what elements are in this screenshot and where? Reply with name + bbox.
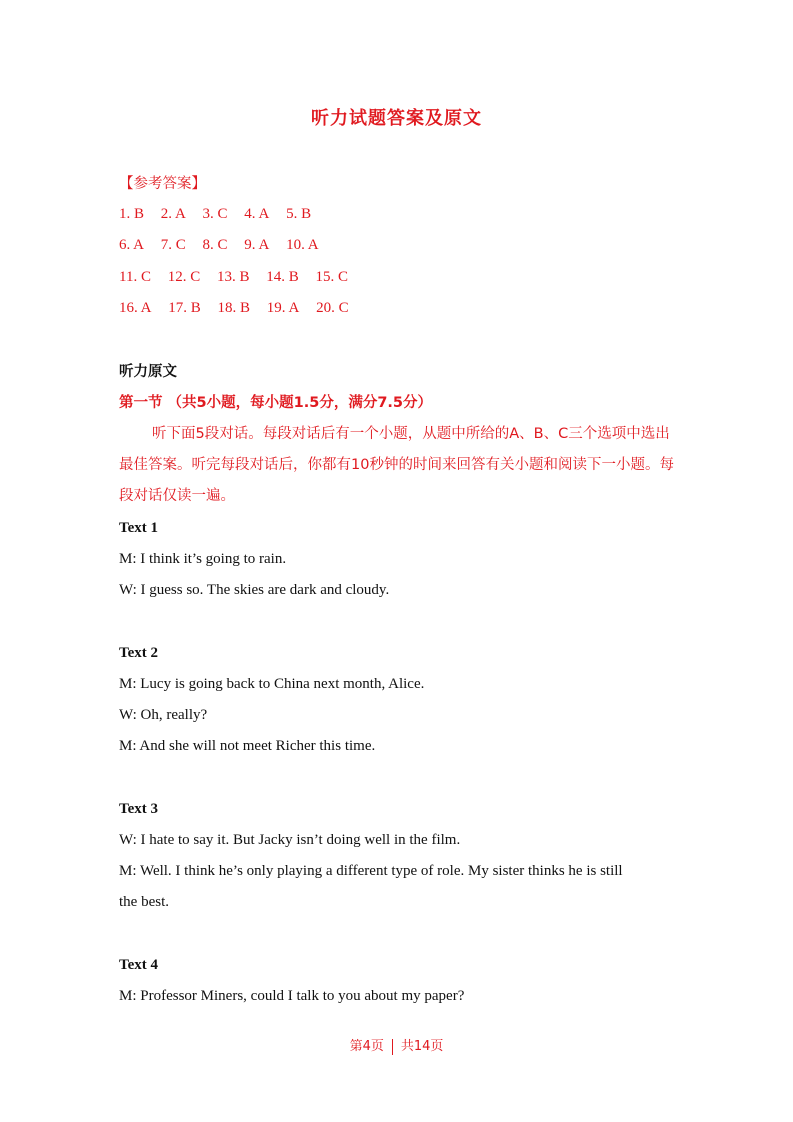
- dialogue-line: M: I think it’s going to rain.: [119, 551, 287, 567]
- answer-item: 3. C: [202, 206, 228, 222]
- dialogue-line: W: I hate to say it. But Jacky isn’t doing well in the film.: [119, 832, 461, 848]
- answer-row: [119, 237, 332, 254]
- dialogue-line: M: Well. I think he’s only playing a different type of role. My sister thinks he is still: [119, 863, 623, 879]
- page-number: 第4页: [349, 1039, 384, 1054]
- dialogue-line: W: Oh, really?: [119, 707, 208, 723]
- answer-item: 16. A: [119, 300, 152, 316]
- answer-item: 19. A: [266, 300, 300, 316]
- dialogue-line: M: Lucy is going back to China next month, Alice.: [119, 676, 425, 692]
- answer-item: 15. C: [315, 269, 349, 285]
- answer-heading: 【参考答案】: [119, 176, 206, 192]
- answer-item: 18. B: [217, 300, 251, 316]
- transcript-heading: 听力原文: [119, 364, 177, 380]
- dialogue-line: the best.: [119, 894, 169, 910]
- answer-item: 8. C: [202, 237, 228, 253]
- answer-item: 4. A: [244, 206, 270, 222]
- answer-item: 13. B: [216, 269, 250, 285]
- page-title: 听力试题答案及原文: [311, 108, 482, 129]
- section-instructions: 听下面5段对话。每段对话后有一个小题，从题中所给的A、B、C三个选项中选出最佳答案。听完每段对话后，你都有10秒钟的时间来回答有关小题和阅读下一小题。每段对话仅读一遍。: [119, 426, 674, 504]
- dialogue-line: M: And she will not meet Richer this time.: [119, 738, 376, 754]
- answer-item: 20. C: [316, 300, 349, 316]
- dialogue-line: W: I guess so. The skies are dark and cloudy.: [119, 582, 390, 598]
- answer-item: 6. A: [119, 237, 145, 253]
- answer-row: [119, 300, 362, 317]
- answer-item: 7. C: [160, 237, 186, 253]
- page-total: 共14页: [400, 1039, 444, 1054]
- text-label: Text 1: [119, 520, 159, 536]
- answer-item: 2. A: [160, 206, 186, 222]
- answer-item: 11. C: [119, 269, 151, 285]
- answer-item: 12. C: [167, 269, 201, 285]
- text-label: Text 3: [119, 801, 159, 817]
- answer-item: 1. B: [119, 206, 145, 222]
- text-label: Text 4: [119, 957, 159, 973]
- answer-item: 14. B: [266, 269, 299, 285]
- answer-row: [119, 206, 324, 223]
- answer-item: 9. A: [244, 237, 270, 253]
- text-label: Text 2: [119, 645, 159, 661]
- dialogue-line: M: Professor Miners, could I talk to you about my paper?: [119, 988, 465, 1004]
- answer-item: 17. B: [168, 300, 201, 316]
- answer-item: 10. A: [286, 237, 319, 253]
- page-footer: [0, 1035, 793, 1055]
- footer-divider: [392, 1039, 393, 1055]
- section-title: 第一节 （共5小题，每小题1.5分，满分7.5分）: [119, 395, 433, 411]
- answer-row: [119, 269, 361, 286]
- answer-item: 5. B: [286, 206, 312, 222]
